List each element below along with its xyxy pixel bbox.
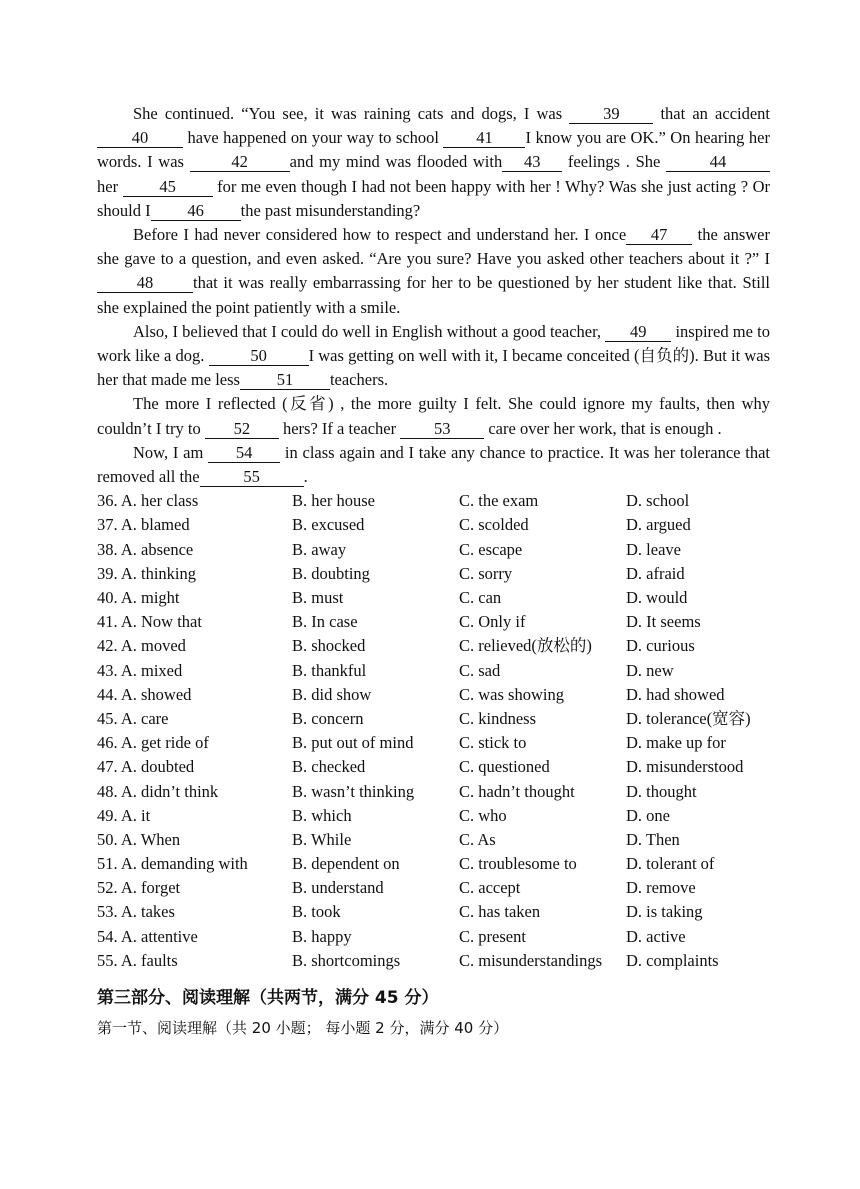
option-c: C. sad	[459, 660, 501, 680]
option-c: C. hadn’t thought	[459, 781, 575, 801]
option-d: D. leave	[626, 539, 681, 559]
passage-text: .	[303, 467, 308, 487]
question-options-row	[97, 755, 770, 779]
blank-41: 41	[443, 129, 525, 148]
passage-text: care over her work, that is enough .	[484, 418, 722, 438]
cloze-passage	[97, 102, 770, 489]
passage-text: feelings . She	[562, 152, 666, 172]
question-options-row	[97, 925, 770, 949]
option-c: C. was showing	[459, 684, 564, 704]
option-d: D. is taking	[626, 902, 703, 922]
option-c: C. has taken	[459, 902, 541, 922]
question-options-row	[97, 586, 770, 610]
passage-text: that an accident	[653, 104, 771, 123]
option-b: B. dependent on	[292, 854, 400, 874]
passage-text: the answer she gave to a question, and even asked. “Are you sure? Have you asked other teachers about it ?” I	[97, 225, 770, 269]
option-a: 39. A. thinking	[97, 563, 197, 583]
option-b: B. doubting	[292, 563, 370, 583]
option-a: 54. A. attentive	[97, 926, 198, 946]
passage-text: have happened on your way to school	[183, 128, 444, 148]
option-d: D. misunderstood	[626, 757, 744, 777]
option-a: 52. A. forget	[97, 878, 181, 898]
passage-text: teachers.	[329, 370, 389, 390]
option-b: B. took	[292, 902, 341, 922]
passage-text: I know you are OK.” On hearing her words. I was	[97, 128, 770, 172]
passage-paragraph	[97, 320, 770, 393]
option-b: B. wasn’t thinking	[292, 781, 415, 801]
option-b: B. While	[292, 829, 352, 849]
option-c: C. misunderstandings	[459, 950, 602, 970]
option-d: D. complaints	[626, 950, 719, 970]
question-options-row	[97, 634, 770, 658]
question-options-row	[97, 707, 770, 731]
blank-40: 40	[97, 129, 183, 148]
blank-45: 45	[123, 178, 213, 197]
option-c: C. the exam	[459, 491, 539, 511]
blank-42: 42	[190, 153, 290, 172]
passage-text: inspired me to work like a dog.	[97, 321, 770, 366]
option-a: 44. A. showed	[97, 684, 192, 704]
option-d: D. would	[626, 588, 688, 607]
option-b: B. happy	[292, 926, 352, 946]
option-d: D. tolerant of	[626, 854, 715, 874]
option-c: C. As	[459, 829, 496, 849]
blank-48: 48	[97, 274, 193, 293]
option-c: C. stick to	[459, 733, 527, 753]
option-d: D. school	[626, 491, 690, 511]
option-d: D. Then	[626, 829, 680, 849]
option-d: D. had showed	[626, 684, 725, 704]
question-options-row	[97, 513, 770, 537]
question-options-row	[97, 804, 770, 828]
blank-47: 47	[626, 226, 692, 245]
question-options-row	[97, 780, 770, 804]
passage-text: Also, I believed that I could do well in English without a good teacher,	[133, 321, 606, 341]
section-subtitle: 第一节、阅读理解（共 20 小题； 每小题 2 分，满分 40 分）	[97, 1019, 509, 1037]
option-b: B. understand	[292, 878, 384, 898]
option-a: 42. A. moved	[97, 636, 186, 656]
blank-53: 53	[400, 420, 484, 439]
option-b: B. which	[292, 805, 352, 825]
blank-43: 43	[502, 153, 562, 172]
blank-51: 51	[240, 371, 330, 390]
blank-49: 49	[605, 323, 671, 342]
option-c: C. relieved(放松的)	[459, 636, 592, 656]
option-a: 50. A. When	[97, 829, 181, 849]
option-d: D. one	[626, 805, 670, 825]
question-options-row	[97, 610, 770, 634]
option-c: C. accept	[459, 878, 521, 898]
option-c: C. kindness	[459, 708, 537, 728]
option-c: C. questioned	[459, 757, 550, 777]
option-d: D. make up for	[626, 733, 726, 753]
question-options-row	[97, 852, 770, 876]
passage-text: in class again and I take any chance to practice. It was her tolerance that removed all the	[97, 442, 770, 487]
blank-44: 44	[666, 153, 770, 172]
blank-52: 52	[205, 420, 279, 439]
passage-text: The more I reflected (反省) , the more guilty I felt. She could ignore my faults, then why couldn’t I try to	[97, 394, 770, 438]
option-a: 49. A. it	[97, 805, 151, 825]
option-d: D. active	[626, 926, 686, 946]
option-b: B. her house	[292, 491, 375, 511]
blank-46: 46	[151, 202, 241, 221]
option-d: D. It seems	[626, 612, 701, 632]
passage-text: She continued. “You see, it was raining cats and dogs, I was	[133, 104, 570, 123]
blank-55: 55	[200, 468, 304, 487]
option-d: D. remove	[626, 878, 696, 898]
option-c: C. escape	[459, 539, 523, 559]
question-options-row	[97, 876, 770, 900]
question-options-row	[97, 683, 770, 707]
option-b: B. shocked	[292, 636, 366, 656]
option-a: 48. A. didn’t think	[97, 781, 219, 801]
option-a: 53. A. takes	[97, 902, 175, 922]
passage-text: that it was really embarrassing for her to be questioned by her student like that. Still she explained the point patiently with a smile.	[97, 273, 770, 317]
question-options-row	[97, 900, 770, 924]
question-options-row	[97, 828, 770, 852]
passage-text: I was getting on well with it, I became conceited (自负的). But it was her that made me less	[97, 346, 770, 390]
option-a: 45. A. care	[97, 708, 169, 728]
option-c: C. can	[459, 588, 502, 607]
option-d: D. afraid	[626, 563, 685, 583]
question-options-row	[97, 538, 770, 562]
option-b: B. checked	[292, 757, 366, 777]
exam-page	[97, 102, 770, 1039]
option-a: 47. A. doubted	[97, 757, 195, 777]
passage-text: hers? If a teacher	[278, 418, 401, 438]
passage-text: the past misunderstanding?	[240, 200, 421, 220]
option-b: B. concern	[292, 708, 364, 728]
option-c: C. present	[459, 926, 526, 946]
option-d: D. curious	[626, 636, 695, 656]
option-b: B. In case	[292, 612, 358, 632]
section-title: 第三部分、阅读理解（共两节，满分 45 分）	[97, 988, 439, 1008]
option-d: D. argued	[626, 515, 691, 535]
passage-text: Before I had never considered how to respect and understand her. I once	[133, 225, 627, 245]
option-d: D. thought	[626, 781, 697, 801]
question-options-row	[97, 949, 770, 973]
option-d: D. tolerance(宽容)	[626, 708, 751, 728]
passage-text: and my mind was flooded with	[289, 152, 503, 172]
option-a: 38. A. absence	[97, 539, 194, 559]
passage-paragraph	[97, 102, 770, 223]
question-options-row	[97, 731, 770, 755]
blank-50: 50	[209, 347, 309, 366]
question-options-row	[97, 562, 770, 586]
question-options-row	[97, 489, 770, 513]
option-b: B. thankful	[292, 660, 367, 680]
option-b: B. put out of mind	[292, 733, 414, 753]
option-a: 55. A. faults	[97, 950, 178, 970]
option-a: 46. A. get ride of	[97, 733, 209, 753]
option-c: C. Only if	[459, 612, 526, 632]
passage-paragraph	[97, 223, 770, 320]
passage-text: for me even though I had not been happy with her ! Why? Was she just acting ? Or should I	[97, 176, 770, 220]
blank-39: 39	[569, 105, 653, 124]
option-c: C. troublesome to	[459, 854, 577, 874]
option-c: C. scolded	[459, 515, 529, 535]
question-options-row	[97, 659, 770, 683]
passage-text: Now, I am	[133, 442, 209, 462]
option-c: C. sorry	[459, 563, 513, 583]
option-a: 37. A. blamed	[97, 515, 190, 535]
answer-options	[97, 489, 770, 973]
option-b: B. away	[292, 539, 347, 559]
option-a: 51. A. demanding with	[97, 854, 248, 874]
blank-54: 54	[208, 444, 280, 463]
option-a: 36. A. her class	[97, 491, 199, 511]
option-b: B. shortcomings	[292, 950, 401, 970]
passage-text: her	[97, 176, 123, 196]
option-a: 41. A. Now that	[97, 612, 202, 632]
option-b: B. did show	[292, 684, 372, 704]
option-c: C. who	[459, 805, 507, 825]
passage-paragraph	[97, 392, 770, 440]
option-a: 43. A. mixed	[97, 660, 183, 680]
passage-paragraph	[97, 441, 770, 489]
option-b: B. must	[292, 588, 344, 607]
option-d: D. new	[626, 660, 674, 680]
option-b: B. excused	[292, 515, 365, 535]
option-a: 40. A. might	[97, 588, 180, 607]
